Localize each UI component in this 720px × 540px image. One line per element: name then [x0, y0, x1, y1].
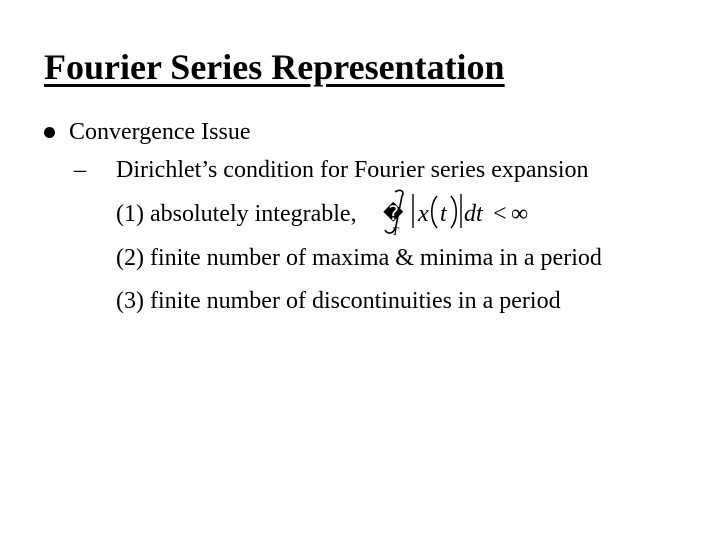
paren-left [432, 196, 437, 228]
bullet-dot-icon [44, 127, 55, 138]
function-x: x [418, 201, 429, 227]
less-than: < [493, 201, 507, 227]
condition-1: (1) absolutely integrable, [116, 201, 357, 227]
differential-dt: dt [464, 201, 483, 227]
variable-t: t [440, 201, 447, 227]
bullet-text: Convergence Issue [69, 119, 251, 145]
condition-3: (3) finite number of discontinuities in a period [116, 288, 561, 314]
paren-right [451, 196, 456, 228]
bullet-item [44, 118, 251, 147]
integral-subscript: T [392, 224, 399, 236]
integrability-formula [381, 188, 541, 236]
dash-icon: – [74, 157, 86, 183]
slide-title: Fourier Series Representation [44, 47, 505, 87]
missing-glyph: � [383, 201, 404, 225]
sub-bullet-item [74, 156, 589, 185]
condition-2: (2) finite number of maxima & minima in a period [116, 245, 602, 271]
sub-bullet-text: Dirichlet’s condition for Fourier series expansion [116, 157, 589, 183]
infinity: ∞ [511, 201, 529, 227]
